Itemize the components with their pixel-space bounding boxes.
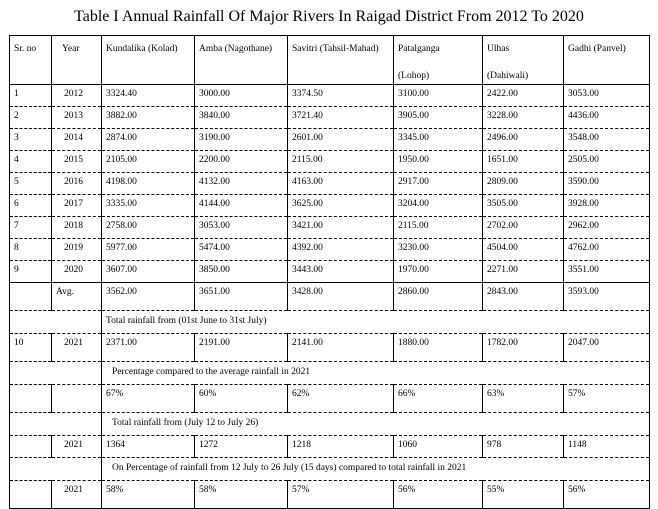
table-cell: 1060 bbox=[394, 436, 483, 458]
table-cell: 2371.00 bbox=[102, 334, 195, 362]
table-cell: 2874.00 bbox=[102, 129, 195, 151]
year-cell: 2018 bbox=[52, 217, 102, 239]
table-row bbox=[10, 107, 650, 129]
table-title: Table I Annual Rainfall Of Major Rivers In Raigad District From 2012 To 2020 bbox=[74, 8, 584, 25]
year-cell: 2017 bbox=[52, 195, 102, 217]
caption-row-total bbox=[10, 311, 650, 334]
sr-cell: 5 bbox=[10, 173, 52, 195]
table-row bbox=[10, 173, 650, 195]
caption-july: Total rainfall from (July 12 to July 26) bbox=[102, 413, 650, 436]
table-cell: 2191.00 bbox=[195, 334, 288, 362]
table-cell: 5474.00 bbox=[195, 239, 288, 261]
table-cell: 3053.00 bbox=[195, 217, 288, 239]
table-cell: 3607.00 bbox=[102, 261, 195, 283]
table-cell: 3928.00 bbox=[564, 195, 650, 217]
table-row bbox=[10, 129, 650, 151]
table-cell: 56% bbox=[564, 481, 650, 509]
table-cell: 1651.00 bbox=[483, 151, 564, 173]
table-cell: 2141.00 bbox=[288, 334, 394, 362]
table-cell: 3000.00 bbox=[195, 85, 288, 107]
table-cell: 2962.00 bbox=[564, 217, 650, 239]
row-2021 bbox=[10, 334, 650, 362]
caption-row-pct bbox=[10, 362, 650, 385]
header-gadhi: Gadhi (Panvel) bbox=[564, 36, 650, 85]
table-cell: 3590.00 bbox=[564, 173, 650, 195]
year-cell: 2016 bbox=[52, 173, 102, 195]
table-cell: 3562.00 bbox=[102, 283, 195, 311]
table-cell: 2601.00 bbox=[288, 129, 394, 151]
pct-july-row bbox=[10, 481, 650, 509]
caption-pct-july: On Percentage of rainfall from 12 July to 26 July (15 days) compared to total rainfall in 2021 bbox=[102, 458, 650, 481]
table-cell: 1218 bbox=[288, 436, 394, 458]
table-cell: 2809.00 bbox=[483, 173, 564, 195]
header-patalganga-line2: (Lohop) bbox=[398, 71, 430, 81]
sr-cell: 1 bbox=[10, 85, 52, 107]
table-cell: 3443.00 bbox=[288, 261, 394, 283]
header-patalganga bbox=[394, 36, 483, 85]
header-savitri: Savitri (Tahsil-Mahad) bbox=[288, 36, 394, 85]
table-cell: 3505.00 bbox=[483, 195, 564, 217]
table-cell: 2843.00 bbox=[483, 283, 564, 311]
table-cell: 3324.40 bbox=[102, 85, 195, 107]
sr-cell: 7 bbox=[10, 217, 52, 239]
table-cell: 4198.00 bbox=[102, 173, 195, 195]
table-cell: 60% bbox=[195, 385, 288, 413]
table-cell: 55% bbox=[483, 481, 564, 509]
header-ulhas bbox=[483, 36, 564, 85]
table-cell: 3053.00 bbox=[564, 85, 650, 107]
caption-row-july bbox=[10, 413, 650, 436]
table-cell: 4132.00 bbox=[195, 173, 288, 195]
header-amba: Amba (Nagothane) bbox=[195, 36, 288, 85]
table-cell: 3850.00 bbox=[195, 261, 288, 283]
table-cell: 1782.00 bbox=[483, 334, 564, 362]
table-row bbox=[10, 195, 650, 217]
table-cell: 3374.50 bbox=[288, 85, 394, 107]
table-cell: 1950.00 bbox=[394, 151, 483, 173]
pct-row bbox=[10, 385, 650, 413]
average-row bbox=[10, 283, 650, 311]
table-cell: 2917.00 bbox=[394, 173, 483, 195]
header-kundalika: Kundalika (Kolad) bbox=[102, 36, 195, 85]
table-cell: 57% bbox=[564, 385, 650, 413]
table-cell: 3840.00 bbox=[195, 107, 288, 129]
table-cell: 3548.00 bbox=[564, 129, 650, 151]
table-cell: 4762.00 bbox=[564, 239, 650, 261]
table-cell: 62% bbox=[288, 385, 394, 413]
table-cell: 3100.00 bbox=[394, 85, 483, 107]
header-ulhas-line1: Ulhas bbox=[487, 44, 510, 54]
table-cell: 978 bbox=[483, 436, 564, 458]
table-cell: 2758.00 bbox=[102, 217, 195, 239]
table-cell: 3551.00 bbox=[564, 261, 650, 283]
table-cell: 1364 bbox=[102, 436, 195, 458]
rainfall-table bbox=[9, 35, 650, 509]
caption-pct: Percentage compared to the average rainfall in 2021 bbox=[102, 362, 650, 385]
year-cell: 2021 bbox=[52, 436, 102, 458]
table-cell: 3625.00 bbox=[288, 195, 394, 217]
table-cell: 56% bbox=[394, 481, 483, 509]
table-cell: 2115.00 bbox=[288, 151, 394, 173]
table-cell: 57% bbox=[288, 481, 394, 509]
caption-total: Total rainfall from (01st June to 31st July) bbox=[102, 311, 650, 334]
july-row bbox=[10, 436, 650, 458]
table-cell: 67% bbox=[102, 385, 195, 413]
sr-cell: 10 bbox=[10, 334, 52, 362]
table-cell: 63% bbox=[483, 385, 564, 413]
sr-cell: 9 bbox=[10, 261, 52, 283]
table-cell: 3421.00 bbox=[288, 217, 394, 239]
table-cell: 3345.00 bbox=[394, 129, 483, 151]
table-cell: 3230.00 bbox=[394, 239, 483, 261]
table-cell: 4144.00 bbox=[195, 195, 288, 217]
table-cell: 66% bbox=[394, 385, 483, 413]
table-cell: 2496.00 bbox=[483, 129, 564, 151]
table-cell: 2115.00 bbox=[394, 217, 483, 239]
table-row bbox=[10, 151, 650, 173]
table-cell: 3190.00 bbox=[195, 129, 288, 151]
year-cell: 2012 bbox=[52, 85, 102, 107]
table-cell: 4163.00 bbox=[288, 173, 394, 195]
table-cell: 2422.00 bbox=[483, 85, 564, 107]
sr-cell: 2 bbox=[10, 107, 52, 129]
year-cell: 2021 bbox=[52, 481, 102, 509]
table-cell: 3428.00 bbox=[288, 283, 394, 311]
table-cell: 3905.00 bbox=[394, 107, 483, 129]
table-cell: 2505.00 bbox=[564, 151, 650, 173]
avg-label: Avg. bbox=[52, 283, 102, 311]
sr-cell: 3 bbox=[10, 129, 52, 151]
table-cell: 3593.00 bbox=[564, 283, 650, 311]
table-cell: 58% bbox=[195, 481, 288, 509]
year-cell: 2013 bbox=[52, 107, 102, 129]
table-cell: 2702.00 bbox=[483, 217, 564, 239]
table-cell: 3228.00 bbox=[483, 107, 564, 129]
caption-row-pct-july bbox=[10, 458, 650, 481]
table-row bbox=[10, 217, 650, 239]
year-cell: 2014 bbox=[52, 129, 102, 151]
table-cell: 2860.00 bbox=[394, 283, 483, 311]
table-cell: 1970.00 bbox=[394, 261, 483, 283]
sr-cell: 8 bbox=[10, 239, 52, 261]
table-cell: 3651.00 bbox=[195, 283, 288, 311]
table-cell: 2200.00 bbox=[195, 151, 288, 173]
table-cell: 3335.00 bbox=[102, 195, 195, 217]
header-row bbox=[10, 36, 650, 85]
year-cell: 2015 bbox=[52, 151, 102, 173]
table-cell: 4504.00 bbox=[483, 239, 564, 261]
table-cell: 58% bbox=[102, 481, 195, 509]
year-cell: 2019 bbox=[52, 239, 102, 261]
sr-cell: 4 bbox=[10, 151, 52, 173]
table-cell: 3721.40 bbox=[288, 107, 394, 129]
table-cell: 4392.00 bbox=[288, 239, 394, 261]
year-cell: 2021 bbox=[52, 334, 102, 362]
table-cell: 1880.00 bbox=[394, 334, 483, 362]
table-cell: 4436.00 bbox=[564, 107, 650, 129]
header-year: Year bbox=[52, 36, 102, 85]
header-ulhas-line2: (Dahiwali) bbox=[487, 71, 529, 81]
table-row bbox=[10, 85, 650, 107]
table-cell: 3204.00 bbox=[394, 195, 483, 217]
table-row bbox=[10, 239, 650, 261]
table-cell: 5977.00 bbox=[102, 239, 195, 261]
table-cell: 3882.00 bbox=[102, 107, 195, 129]
header-srno: Sr. no bbox=[10, 36, 52, 85]
table-cell: 2271.00 bbox=[483, 261, 564, 283]
table-cell: 1148 bbox=[564, 436, 650, 458]
sr-cell: 6 bbox=[10, 195, 52, 217]
header-patalganga-line1: Patalganga bbox=[398, 44, 440, 54]
table-row bbox=[10, 261, 650, 283]
year-cell: 2020 bbox=[52, 261, 102, 283]
table-cell: 1272 bbox=[195, 436, 288, 458]
table-cell: 2105.00 bbox=[102, 151, 195, 173]
table-cell: 2047.00 bbox=[564, 334, 650, 362]
